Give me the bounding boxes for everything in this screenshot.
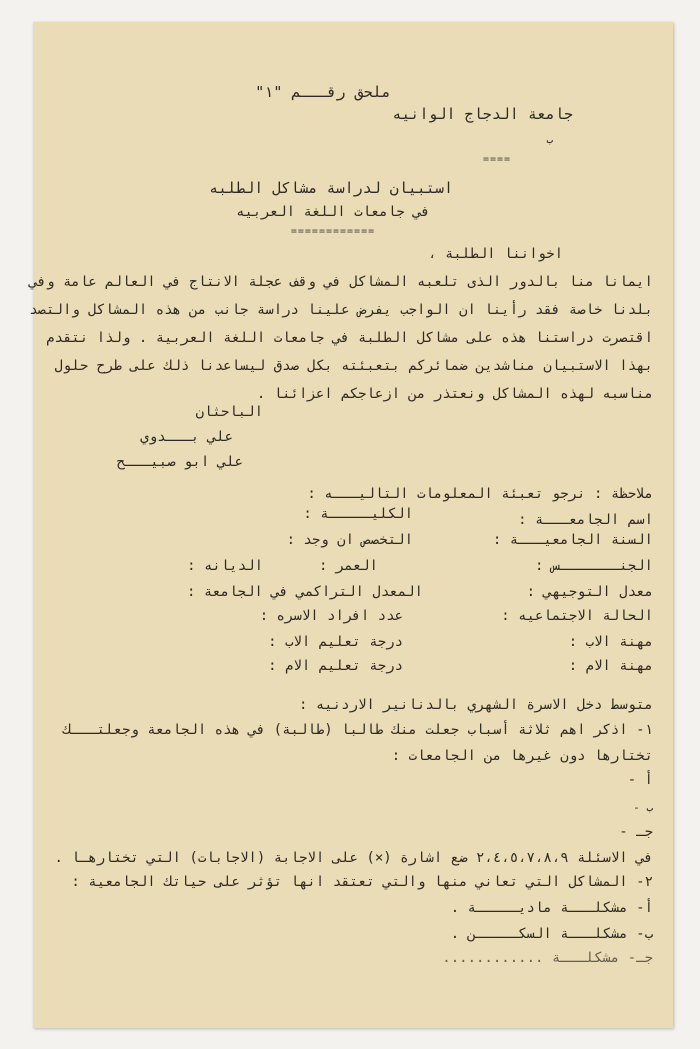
field-university-name: اسم الجامعـــة :	[518, 512, 653, 528]
field-faculty: الكليـــــة :	[303, 506, 413, 522]
option-c: جـ -	[619, 824, 653, 840]
university-underline: ====	[483, 154, 512, 165]
question-2: ٢- المشاكل التي تعاني منها والتي تعتقد انها تؤثر على حياتك الجامعية :	[71, 874, 653, 890]
document-page	[29, 22, 673, 1028]
body-line-1: ايمانا منا بالدور الذى تلعبه المشاكل في وقف عجلة الانتاج في العالم عامة وفي	[29, 274, 653, 290]
field-marital-status: الحالة الاجتماعيه :	[501, 608, 653, 624]
family-income-line: متوسط دخل الاسرة الشهري بالدنانير الاردنيه :	[298, 697, 653, 713]
researchers-label: الباحثان	[195, 404, 263, 420]
instruction-line: في الاسئلة ٢،٤،٥،٧،٨،٩ ضع اشارة (×) على الاجابة (الاجابات) التي تختارهـا .	[54, 850, 653, 866]
field-father-job: مهنة الاب :	[568, 634, 653, 650]
researcher-2: علي ابو صبيـــح	[116, 454, 243, 470]
field-family-members: عدد افراد الاسره :	[259, 608, 403, 624]
field-cumulative-average: المعدل التراكمي في الجامعة :	[186, 584, 423, 600]
survey-title: استبيان لدراسة مشاكل الطلبه	[209, 179, 453, 197]
question-1-line-1: ١- اذكر اهم ثلاثة أسباب جعلت منك طالبا (طالبة) في هذه الجامعة وجعلتـــك	[62, 722, 653, 738]
fill-in-note: ملاحظة : نرجو تعبئة المعلومات التاليـــه :	[307, 486, 653, 502]
field-mother-job: مهنة الام :	[568, 658, 653, 674]
researcher-1: علي بـــدوي	[140, 429, 233, 445]
field-academic-year: السنة الجامعيـــة :	[492, 532, 653, 548]
title-underline: ============	[290, 226, 376, 237]
body-line-3: اقتصرت دراستنا هذه على مشاكل الطلبة في جامعات اللغة العربية . ولذا نتقدم	[46, 330, 653, 346]
question-2-option-c: جـ- مشكلـــة ............	[442, 950, 653, 966]
university-name: جامعة الدجاج الوانيه	[392, 105, 573, 123]
body-line-2: بلدنا خاصة فقد رأينا ان الواجب يفرض علينا دراسة جانب من هذه المشاكل والتصد	[29, 302, 653, 318]
survey-subtitle: في جامعات اللغة العربيه	[236, 204, 430, 220]
university-sub-mark: ب	[546, 133, 553, 146]
field-specialization: التخصص ان وجد :	[286, 532, 413, 548]
option-b: ب -	[633, 801, 653, 814]
question-1-line-2: تختارها دون غيرها من الجامعات :	[391, 748, 653, 764]
annex-label: ملحق رقـــم "١"	[255, 83, 391, 101]
body-line-4: بهذا الاستبيان مناشدين ضمائركم بتعبئته بكل صدق ليساعدنا ذلك على طرح حلول	[54, 358, 653, 374]
question-2-option-a: أ- مشكلـــة ماديـــــة .	[450, 900, 653, 916]
field-gender: الجنـــــــس :	[534, 558, 653, 574]
field-age: العمر :	[318, 558, 378, 574]
question-2-option-b: ب- مشكلـــة السكـــــن .	[450, 926, 653, 942]
field-religion: الديانه :	[187, 558, 263, 574]
option-a: أ -	[627, 772, 653, 788]
field-mother-education: درجة تعليم الام :	[268, 658, 403, 674]
body-line-5: مناسبه لهذه المشاكل ونعتذر من ازعاجكم اعزائنا .	[256, 386, 653, 402]
greeting: اخواننا الطلبة ،	[428, 246, 563, 262]
field-father-education: درجة تعليم الاب :	[268, 634, 403, 650]
field-tawjihi-average: معدل التوجيهي :	[526, 584, 653, 600]
